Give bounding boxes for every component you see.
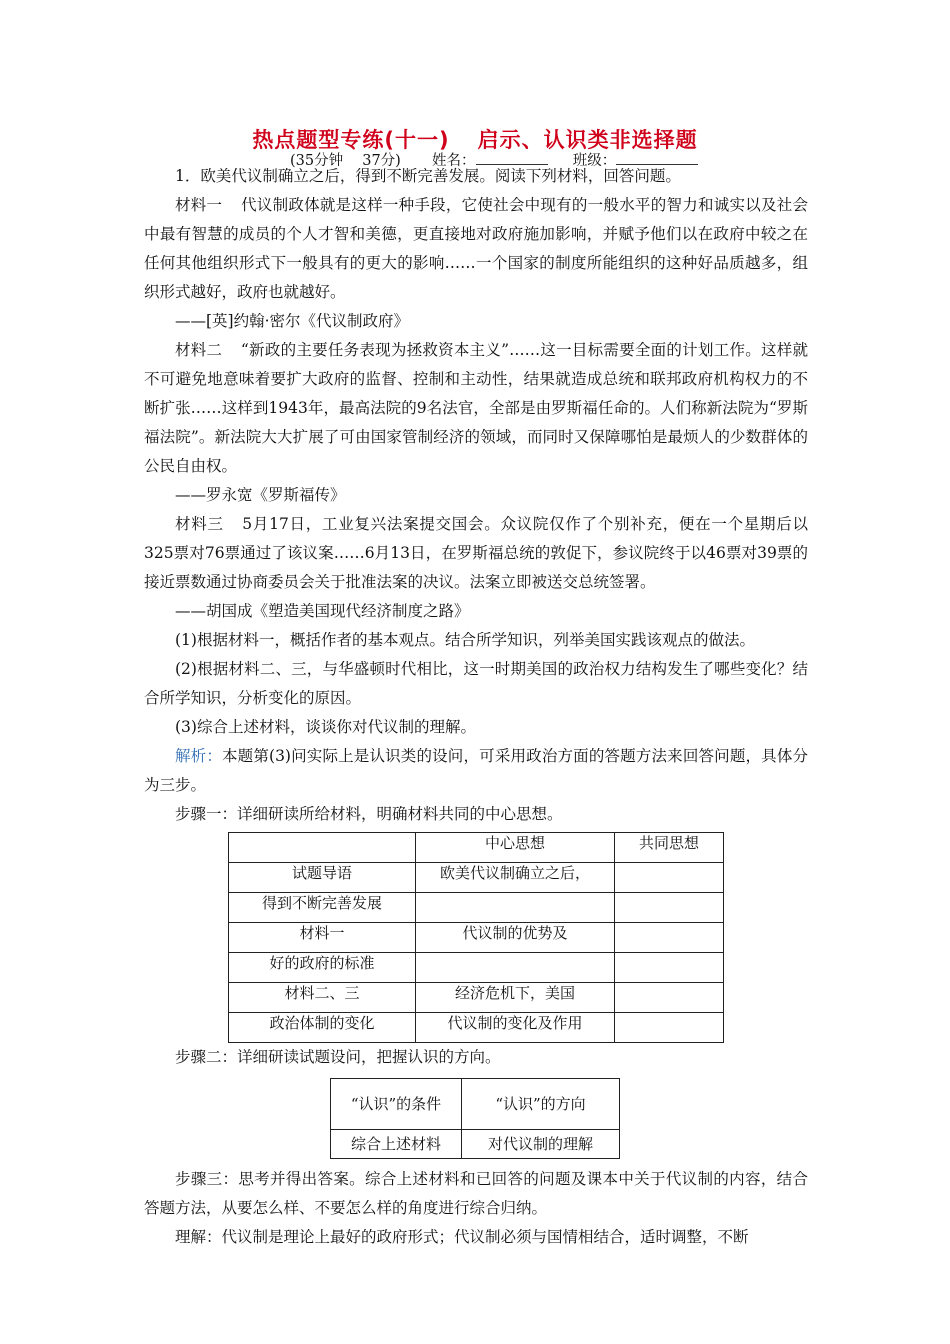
table-row	[229, 953, 724, 983]
step-3: 步骤三：思考并得出答案。综合上述材料和已回答的问题及课本中关于代议制的内容，结合答题方法，从要怎么样、不要怎么样的角度进行综合归纳。	[144, 1170, 808, 1217]
table-cell	[416, 893, 615, 923]
table-cell: 政治体制的变化	[229, 1013, 416, 1043]
document-body	[144, 162, 808, 1252]
table-header-direction: “认识”的方向	[462, 1079, 620, 1130]
material-2-text: “新政的主要任务表现为拯救资本主义”……这一目标需要全面的计划工作。这样就不可避免地意味着要扩大政府的监督、控制和主动性，结果就造成总统和联邦政府机构权力的不断扩张……这样到1943年，最高法院的9名法官，全部是由罗斯福任命的。人们称新法院为“罗斯福法院”。新法院大大扩展了可由国家管制经济的领域，而同时又保障哪怕是最烦人的少数群体的公民自由权。	[144, 341, 808, 475]
table-row	[229, 833, 724, 863]
table-cell: 综合上述材料	[331, 1130, 462, 1159]
time-score: (35分钟 37分)	[290, 153, 401, 169]
table-row	[229, 863, 724, 893]
table-header-condition: “认识”的条件	[331, 1079, 462, 1130]
table-cell	[615, 863, 724, 893]
sub-question-1: (1)根据材料一，概括作者的基本观点。结合所学知识，列举美国实践该观点的做法。	[175, 631, 755, 649]
sub-question-2: (2)根据材料二、三，与华盛顿时代相比，这一时期美国的政治权力结构发生了哪些变化？结合所学知识，分析变化的原因。	[144, 660, 808, 707]
table-cell: 代议制的优势及	[416, 923, 615, 953]
material-1-text: 代议制政体就是这样一种手段，它使社会中现有的一般水平的智力和诚实以及社会中最有智慧的成员的个人才智和美德，更直接地对政府施加影响，并赋予他们以在政府中较之在任何其他组织形式下一般具有的更大的影响……一个国家的制度所能组织的这种好品质越多，组织形式越好，政府也就越好。	[144, 196, 808, 301]
question-intro: 1．欧美代议制确立之后，得到不断完善发展。阅读下列材料，回答问题。	[175, 167, 681, 185]
material-2-source: ——罗永宽《罗斯福传》	[175, 486, 346, 504]
table-cell	[615, 983, 724, 1013]
table-cell	[615, 893, 724, 923]
class-label: 班级：	[572, 153, 617, 169]
material-2	[144, 336, 808, 481]
table-row	[331, 1079, 620, 1130]
step-1: 步骤一：详细研读所给材料，明确材料共同的中心思想。	[175, 805, 563, 823]
material-3-text: 5月17日，工业复兴法案提交国会。众议院仅作了个别补充，便在一个星期后以325票对76票通过了该议案……6月13日，在罗斯福总统的敦促下，参议院终于以46票对39票的接近票数通过协商委员会关于批准法案的决议。法案立即被送交总统签署。	[144, 515, 808, 591]
title-sub: 启示、认识类非选择题	[477, 128, 698, 152]
sub-question-3: (3)综合上述材料，谈谈你对代议制的理解。	[175, 718, 476, 736]
table-cell	[615, 953, 724, 983]
table-cell: 试题导语	[229, 863, 416, 893]
material-3-label: 材料三	[175, 515, 224, 533]
analysis-label: 解析：	[175, 747, 223, 765]
table-row	[229, 923, 724, 953]
step2-table	[330, 1078, 620, 1159]
table-cell: 经济危机下，美国	[416, 983, 615, 1013]
step-2: 步骤二：详细研读试题设问，把握认识的方向。	[175, 1048, 501, 1066]
table-cell: 欧美代议制确立之后，	[416, 863, 615, 893]
table-header-center-idea: 中心思想	[416, 833, 615, 863]
table-cell: 代议制的变化及作用	[416, 1013, 615, 1043]
table-row	[331, 1130, 620, 1159]
step1-table	[228, 832, 724, 1043]
material-1-label: 材料一	[175, 196, 223, 214]
table-cell: 得到不断完善发展	[229, 893, 416, 923]
table-cell: 材料二、三	[229, 983, 416, 1013]
table-row	[229, 1013, 724, 1043]
table-header-common-idea: 共同思想	[615, 833, 724, 863]
material-3	[144, 510, 808, 597]
material-2-label: 材料二	[175, 341, 223, 359]
table-cell: 好的政府的标准	[229, 953, 416, 983]
table-cell	[229, 833, 416, 863]
table-cell	[615, 923, 724, 953]
material-3-source: ——胡国成《塑造美国现代经济制度之路》	[175, 602, 470, 620]
table-cell	[416, 953, 615, 983]
material-1	[144, 191, 808, 307]
analysis-text: 本题第(3)问实际上是认识类的设问，可采用政治方面的答题方法来回答问题，具体分为三步。	[144, 747, 808, 794]
analysis-paragraph	[144, 742, 808, 800]
material-1-source: ——[英]约翰·密尔《代议制政府》	[175, 312, 410, 330]
title-main: 热点题型专练(十一)	[252, 128, 450, 152]
table-row	[229, 893, 724, 923]
name-label: 姓名：	[432, 153, 476, 169]
table-cell: 材料一	[229, 923, 416, 953]
table-row	[229, 983, 724, 1013]
table-cell	[615, 1013, 724, 1043]
table-cell: 对代议制的理解	[462, 1130, 620, 1159]
understanding: 理解：代议制是理论上最好的政府形式；代议制必须与国情相结合，适时调整，不断	[175, 1228, 749, 1246]
